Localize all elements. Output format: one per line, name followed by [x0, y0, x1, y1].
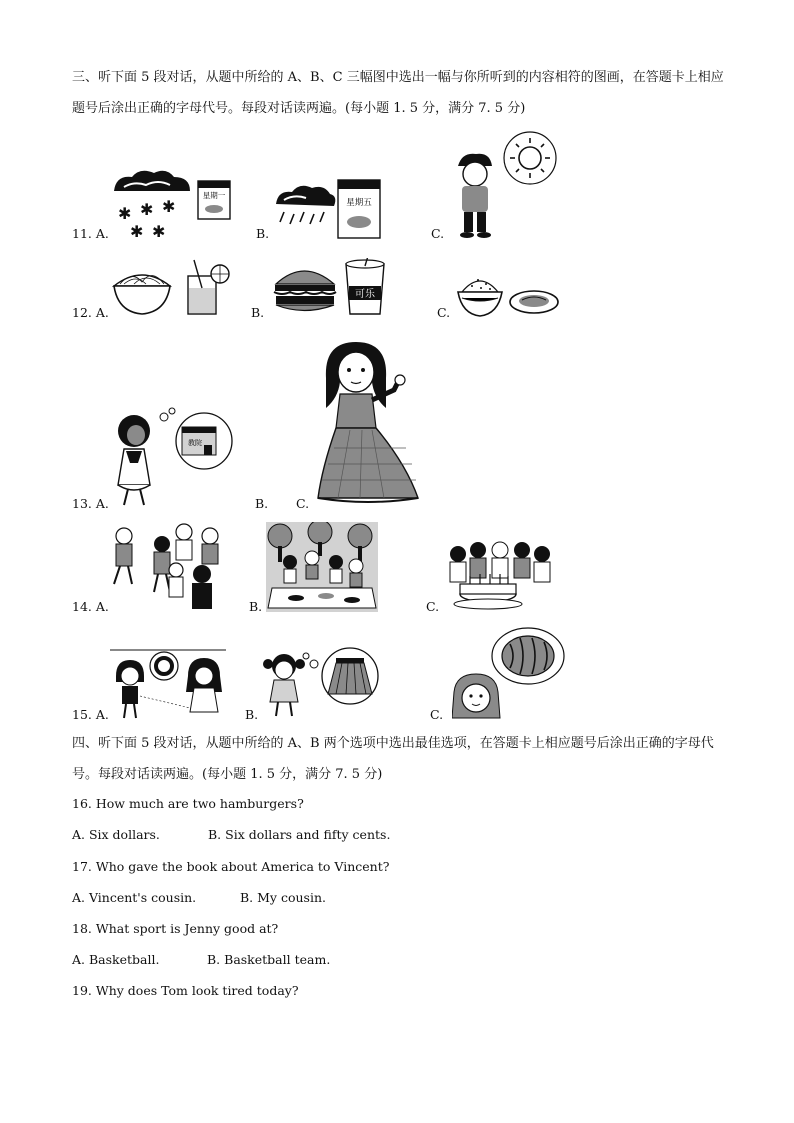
noodle-bowl-icon: [114, 275, 170, 314]
q11-label-a: 11. A.: [72, 226, 109, 241]
q17-option-b: B. My cousin.: [240, 890, 326, 905]
q12-label-a: 12. A.: [72, 305, 109, 320]
girl-right: [186, 658, 222, 712]
watermelon-icon: [502, 636, 554, 676]
q13-label-c: C.: [296, 496, 310, 511]
children-group: [114, 524, 218, 609]
q14-image-b-picnic: [266, 522, 378, 612]
q13-image-girl-in-dress: [314, 338, 426, 506]
svg-text:✱: ✱: [118, 204, 132, 223]
q11-label-c: C.: [431, 226, 445, 241]
school-building-icon: [182, 427, 216, 455]
svg-text:✱: ✱: [162, 197, 176, 216]
hamburger-icon: [274, 271, 336, 311]
svg-text:✱: ✱: [152, 222, 166, 241]
q17-option-a: A. Vincent's cousin.: [72, 890, 197, 905]
cola-cup-icon: [346, 258, 384, 314]
section4-heading: 四、听下面 5 段对话，从题中所给的 A、B 两个选项中选出最佳选项，在答题卡上相应题号后涂出正确的字母代号。每段对话读两遍。(每小题 1. 5 分，满分 7. 5 分): [72, 736, 714, 782]
q14-label-c: C.: [426, 599, 440, 614]
q19-question: 19. Why does Tom look tired today?: [72, 983, 299, 998]
snowflake-icon: [118, 197, 175, 241]
vegetable-dish-icon: [510, 291, 558, 313]
svg-text:✱: ✱: [130, 222, 144, 241]
calendar-a-text: 星期一: [202, 191, 226, 200]
girl-figure: [118, 415, 150, 505]
q14-image-c-birthday-party: [446, 538, 552, 610]
girl-face: [452, 674, 500, 718]
q14-label-b: B.: [249, 599, 263, 614]
boy-figure: [458, 154, 492, 238]
q17-question: 17. Who gave the book about America to Vincent?: [72, 859, 390, 874]
girl-with-pigtails: [263, 654, 305, 716]
q12-label-b: B.: [251, 305, 265, 320]
q12-image-a-noodles-juice: [112, 258, 232, 320]
cola-text: 可乐: [355, 289, 375, 300]
q11-image-c-sunny: [450, 130, 558, 242]
q13-label-b: B.: [255, 496, 269, 511]
q12-image-b-hamburger-cola: [272, 258, 390, 318]
q16-question: 16. How much are two hamburgers?: [72, 796, 304, 811]
q16-option-a: A. Six dollars.: [72, 827, 160, 842]
q18-question: 18. What sport is Jenny good at?: [72, 921, 279, 936]
q12-image-c-rice-dish: [456, 270, 560, 318]
q15-image-c-girl-thinking-of-watermelon: [452, 626, 566, 722]
q12-label-c: C.: [437, 305, 451, 320]
q18-option-a: A. Basketball.: [72, 952, 160, 967]
calendar-b-text: 星期五: [346, 198, 372, 208]
girl-left: [116, 660, 144, 718]
building-text: 教院: [188, 439, 202, 447]
rain-icon: [280, 212, 324, 224]
section3-heading: 三、听下面 5 段对话，从题中所给的 A、B、C 三幅图中选出一幅与你所听到的内容相符的图画，在答题卡上相应题号后涂出正确的字母代号。每段对话读两遍。(每小题 1. 5 分，满分 7. 5 分): [72, 70, 724, 116]
q15-label-c: C.: [430, 707, 444, 722]
q14-label-a: 14. A.: [72, 599, 109, 614]
q15-image-a-two-girls: [110, 648, 226, 720]
q11-image-a-snow-monday: [110, 165, 235, 243]
q16-option-b: B. Six dollars and fifty cents.: [208, 827, 391, 842]
q18-option-b: B. Basketball team.: [207, 952, 331, 967]
q13-image-a-girl-thinking-of-school: [108, 405, 236, 509]
q14-image-a-kids-playing: [110, 522, 228, 614]
rice-bowl-icon: [458, 279, 502, 316]
q15-image-b-girl-thinking-of-skirt: [262, 644, 382, 720]
girl-in-dress-figure: [318, 342, 418, 502]
q15-label-a: 15. A.: [72, 707, 109, 722]
q13-label-a: 13. A.: [72, 496, 109, 511]
q11-image-b-rain-friday: [272, 178, 384, 242]
svg-text:✱: ✱: [140, 200, 154, 219]
juice-glass-icon: [188, 260, 229, 314]
q15-label-b: B.: [245, 707, 259, 722]
q11-label-b: B.: [256, 226, 270, 241]
